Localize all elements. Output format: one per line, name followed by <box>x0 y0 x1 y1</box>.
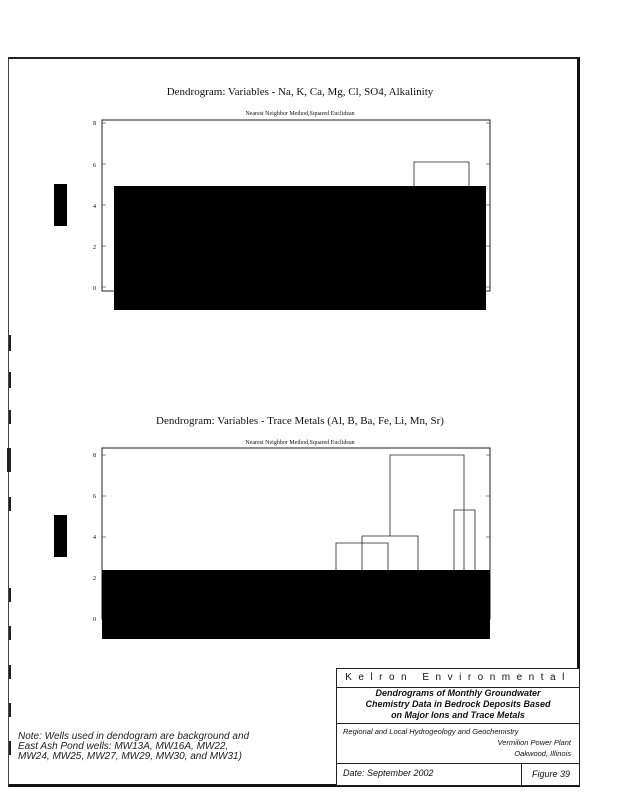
figure-title-line: Chemistry Data in Bedrock Deposits Based <box>365 699 551 709</box>
note-line: East Ash Pond wells: MW13A, MW16A, MW22, <box>18 741 229 752</box>
dendrogram-chart <box>80 440 500 640</box>
y-tick-label: 8 <box>93 121 96 127</box>
chart-title: Dendrogram: Variables - Na, K, Ca, Mg, Cl, SO4, Alkalinity <box>166 86 434 98</box>
y-tick-label: 4 <box>93 204 96 210</box>
dendrogram-link <box>362 536 418 572</box>
margin-mark <box>7 448 11 472</box>
figure-title-line: Dendrograms of Monthly Groundwater <box>375 688 541 698</box>
margin-mark <box>9 626 11 640</box>
title-block <box>336 668 580 786</box>
margin-mark <box>9 665 11 679</box>
figure-date: Date: September 2002 <box>343 768 434 778</box>
redaction-block <box>54 184 67 226</box>
y-tick-label: 8 <box>93 453 96 459</box>
y-tick-label: 2 <box>93 245 96 251</box>
margin-mark <box>9 335 11 351</box>
note-line: MW24, MW25, MW27, MW29, MW30, and MW31) <box>18 751 242 762</box>
company-name: Kelron Environmental <box>337 669 579 688</box>
margin-mark <box>9 703 11 717</box>
figure-title <box>337 687 579 724</box>
margin-mark <box>9 497 11 511</box>
site-location: Oakwood, Illinois <box>514 749 571 758</box>
y-tick-label: 6 <box>93 494 96 500</box>
chart-subtitle: Nearest Neighbor Method,Squared Euclidean <box>245 440 355 446</box>
dendrogram-link <box>390 455 464 572</box>
redaction-block <box>102 570 490 639</box>
chart-title: Dendrogram: Variables - Trace Metals (Al, B, Ba, Fe, Li, Mn, Sr) <box>156 415 444 427</box>
site-name: Vermilion Power Plant <box>497 738 571 747</box>
y-tick-label: 4 <box>93 535 96 541</box>
y-tick-label: 0 <box>93 286 96 292</box>
dendrogram-link <box>414 162 469 187</box>
margin-mark <box>9 372 11 388</box>
figure-number: Figure 39 <box>521 764 580 785</box>
redaction-block <box>54 515 67 557</box>
margin-mark <box>9 741 11 755</box>
y-tick-label: 2 <box>93 576 96 582</box>
note-text <box>18 732 328 762</box>
dendrogram-link <box>454 510 475 572</box>
note-line: Note: Wells used in dendogram are background and <box>18 731 250 742</box>
margin-mark <box>9 588 11 602</box>
title-block-footer <box>337 764 579 785</box>
y-tick-label: 6 <box>93 163 96 169</box>
project-name: Regional and Local Hydrogeology and Geochemistry <box>343 727 519 736</box>
project-info <box>337 724 579 764</box>
y-tick-label: 0 <box>93 617 96 623</box>
dendrogram-chart <box>80 112 500 312</box>
redaction-block <box>114 186 486 310</box>
margin-mark <box>9 410 11 424</box>
figure-title-line: on Major Ions and Trace Metals <box>391 710 525 720</box>
chart-subtitle: Nearest Neighbor Method,Squared Euclidean <box>245 111 355 117</box>
